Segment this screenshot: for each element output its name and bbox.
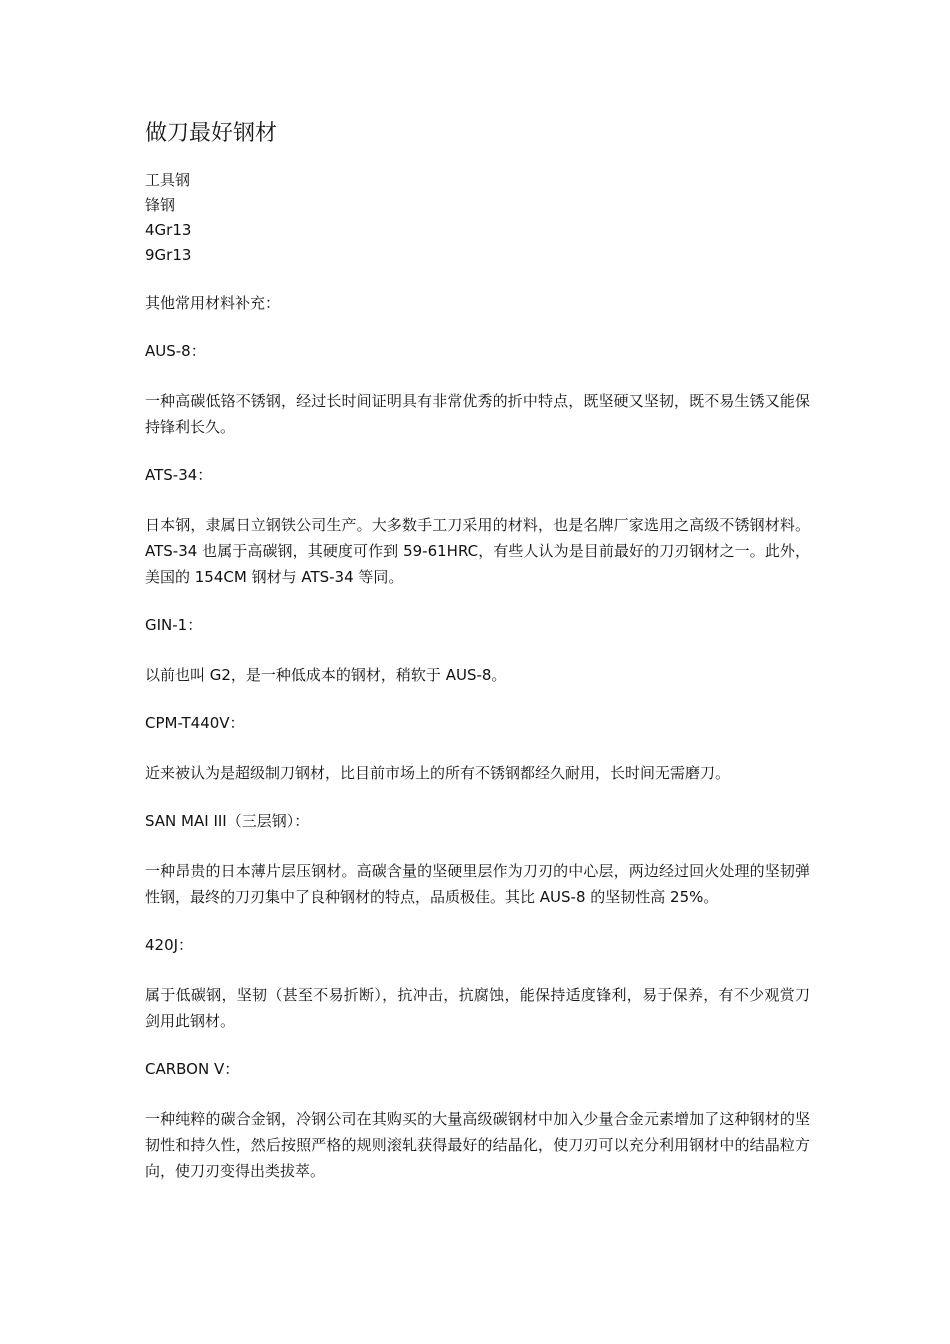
document-page [145, 118, 810, 1184]
intro-line: 9Gr13 [145, 246, 192, 264]
section-body: 一种纯粹的碳合金钢，冷钢公司在其购买的大量高级碳钢材中加入少量合金元素增加了这种钢材的坚韧性和持久性，然后按照严格的规则滚轧获得最好的结晶化，使刀刃可以充分利用钢材中的结晶粒方向，使刀刃变得出类拔萃。 [145, 1110, 810, 1180]
section-body: 以前也叫 G2，是一种低成本的钢材，稍软于 AUS-8。 [145, 666, 507, 684]
section-body: 一种高碳低铬不锈钢，经过长时间证明具有非常优秀的折中特点，既坚硬又坚韧，既不易生锈又能保持锋利长久。 [145, 392, 810, 436]
intro-line: 4Gr13 [145, 221, 192, 239]
section-heading: CARBON V： [145, 1060, 240, 1078]
supplement-heading: 其他常用材料补充： [145, 294, 281, 312]
section-heading: AUS-8： [145, 342, 206, 360]
section-body: 近来被认为是超级制刀钢材，比目前市场上的所有不锈钢都经久耐用，长时间无需磨刀。 [145, 764, 731, 782]
section-heading: GIN-1： [145, 616, 203, 634]
section-body: 日本钢，隶属日立钢铁公司生产。大多数手工刀采用的材料，也是名牌厂家选用之高级不锈钢材料。ATS-34 也属于高碳钢，其硬度可作到 59-61HRC，有些人认为是目前最好的刀刃钢材之一。此外，美国的 154CM 钢材与 ATS-34 等同。 [145, 516, 810, 586]
intro-line: 工具钢 [145, 171, 191, 189]
intro-list [145, 168, 810, 268]
section-heading: SAN MAI III（三层钢）： [145, 812, 310, 830]
section-heading: 420J： [145, 936, 194, 954]
intro-line: 锋钢 [145, 196, 176, 214]
section-body: 属于低碳钢，坚韧（甚至不易折断），抗冲击，抗腐蚀，能保持适度锋利，易于保养，有不少观赏刀剑用此钢材。 [145, 986, 810, 1030]
section-body: 一种昂贵的日本薄片层压钢材。高碳含量的坚硬里层作为刀刃的中心层，两边经过回火处理的坚韧弹性钢，最终的刀刃集中了良种钢材的特点，品质极佳。其比 AUS-8 的坚韧性高 25%。 [145, 862, 810, 906]
document-title: 做刀最好钢材 [145, 121, 278, 146]
section-heading: ATS-34： [145, 466, 213, 484]
section-heading: CPM-T440V： [145, 714, 245, 732]
